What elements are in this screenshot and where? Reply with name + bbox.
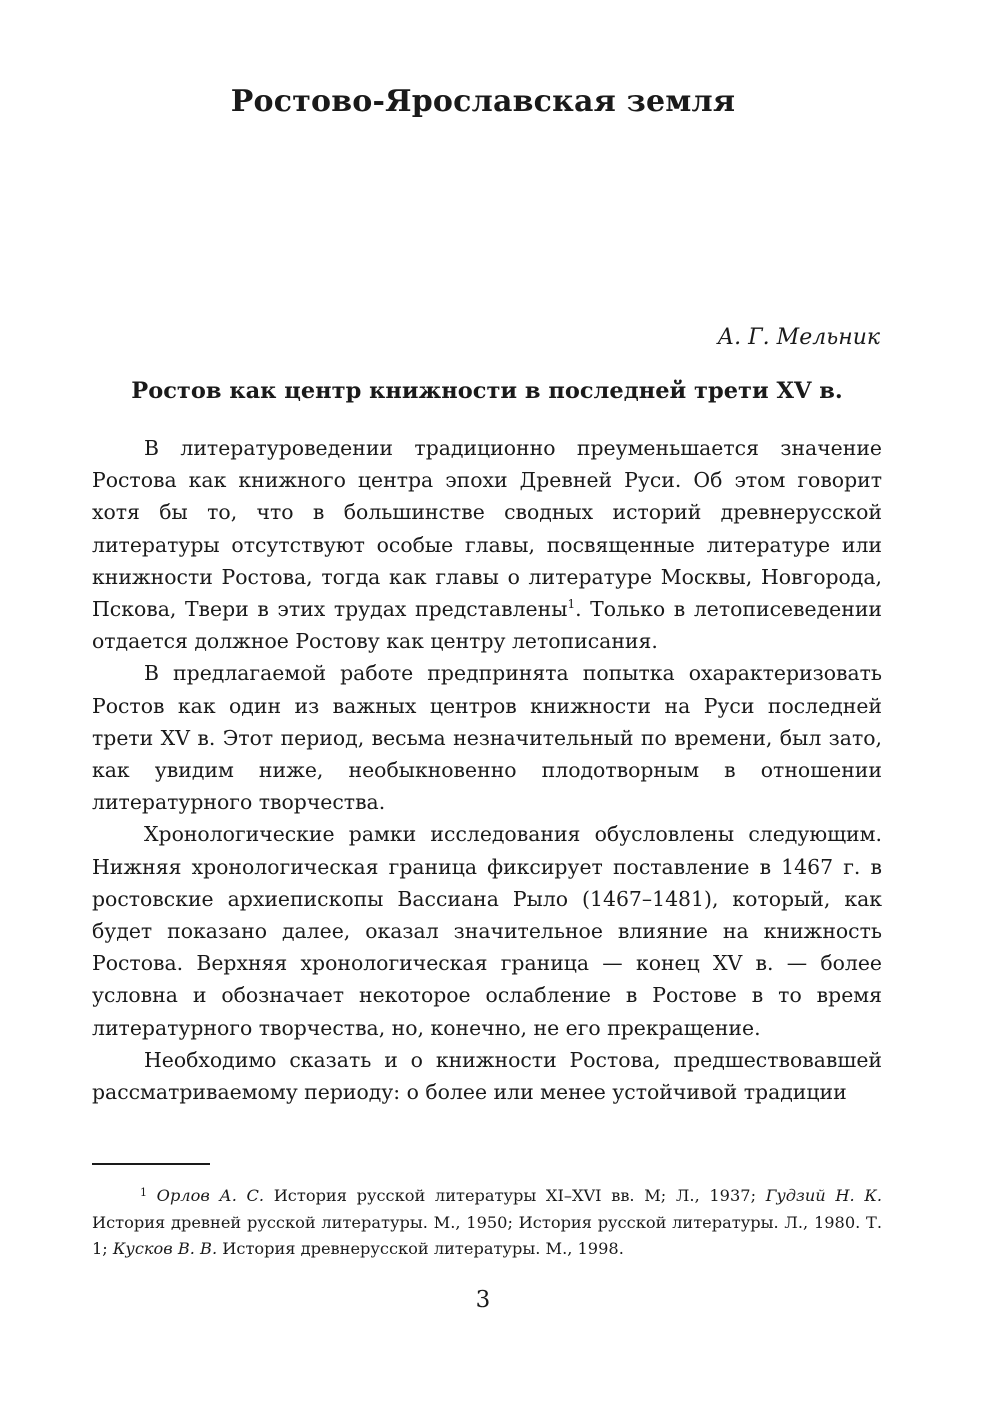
footnote-number: 1 <box>140 1186 147 1199</box>
paragraph-1-text-continued: . Только в летописеведении отдается должное Ростову как центру летописания. <box>92 597 883 654</box>
paragraph-4: Необходимо сказать и о книжности Ростова, предшествовавшей рассматриваемому периоду: о более или менее устойчивой традиции <box>92 1047 882 1105</box>
article-title: Ростов как центр книжности в последней трети XV в. <box>131 378 843 404</box>
article-body <box>92 432 882 1108</box>
paragraph-3: Хронологические рамки исследования обусловлены следующим. Нижняя хронологическая граница фиксирует поставление в 1467 г. в ростовские архиепископы Вассиана Рыло (1467–1481), который, как будет показано далее, оказал значительное влияние на книжность Ростова. Верхняя хронологическая граница — конец XV в. — более условна и обозначает некоторое ослабление в Ростове в то время литературного творчества, но, конечно, не его прекращение. <box>92 822 882 1040</box>
paragraph-2: В предлагаемой работе предпринята попытка охарактеризовать Ростов как один из важных центров книжности на Руси последней трети XV в. Этот период, весьма незначительный по времени, был зато, как увидим ниже, необыкновенно плодотворным в отношении литературного творчества. <box>92 661 882 815</box>
footnote-divider <box>92 1163 210 1165</box>
footnote-text-1: История русской литературы XI–XVI вв. М; Л., 1937; <box>264 1186 766 1205</box>
footnote-author-1: Орлов А. С. <box>156 1186 265 1205</box>
footnote-author-3: Кусков В. В. <box>112 1239 218 1258</box>
footnote-author-2: Гудзий Н. К. <box>765 1186 882 1205</box>
footnote-text-3: История древнерусской литературы. М., 1998. <box>217 1239 624 1258</box>
paragraph-1 <box>92 432 882 657</box>
footnote-reference[interactable]: 1 <box>567 597 576 612</box>
paragraph-1-text: В литературоведении традиционно преуменьшается значение Ростова как книжного центра эпохи Древней Руси. Об этом говорит хотя бы то, что в большинстве сводных историй древнерусской литературы отсутствуют особые главы, посвященные литературе или книжности Ростова, тогда как главы о литературе Москвы, Новгорода, Пскова, Твери в этих трудах представлены <box>92 436 882 622</box>
footnote-text-2: История древней русской литературы. М., 1950; История русской литературы. Л., 1980. Т. 1; <box>92 1212 882 1258</box>
page-number: 3 <box>475 1287 491 1313</box>
section-title: Ростово-Ярославская земля <box>230 84 736 119</box>
footnote <box>92 1180 882 1263</box>
author-name: А. Г. Мельник <box>717 325 880 350</box>
